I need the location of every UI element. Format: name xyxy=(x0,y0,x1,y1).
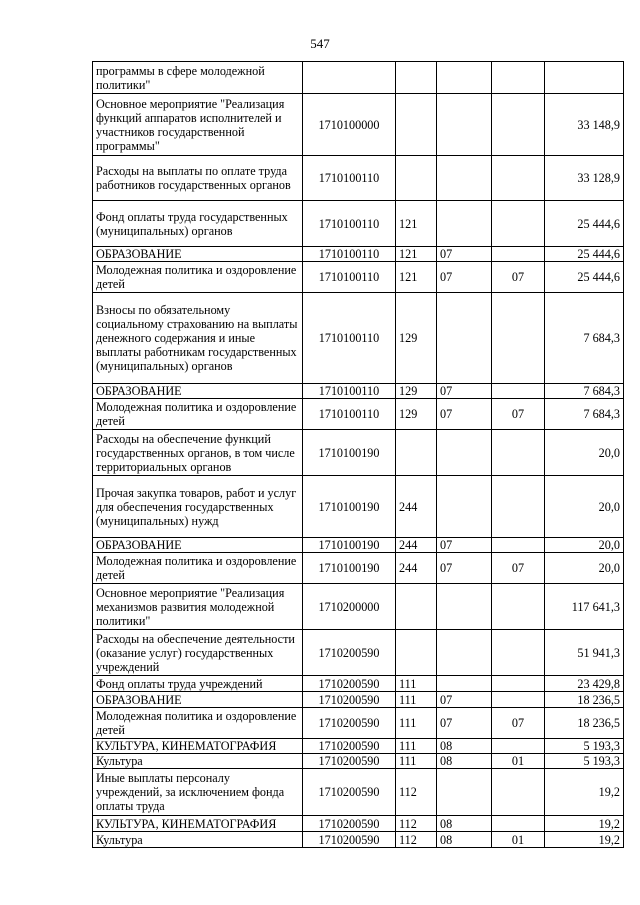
table-row xyxy=(93,584,624,630)
amount-cell: 20,0 xyxy=(545,430,624,476)
subsection-cell xyxy=(492,538,545,553)
expense-type-cell: 129 xyxy=(396,293,437,384)
subsection-cell xyxy=(492,430,545,476)
subsection-cell: 07 xyxy=(492,262,545,293)
amount-cell: 18 236,5 xyxy=(545,692,624,708)
expense-name-cell: Взносы по обязательному социальному страхованию на выплаты денежного содержания и иные выплаты работникам государственных (муниципальных) органов xyxy=(93,293,303,384)
expense-type-cell xyxy=(396,156,437,201)
target-article-cell: 1710100190 xyxy=(303,553,396,584)
expense-name-cell: Расходы на обеспечение деятельности (оказание услуг) государственных учреждений xyxy=(93,630,303,676)
expense-name-cell: ОБРАЗОВАНИЕ xyxy=(93,692,303,708)
subsection-cell xyxy=(492,94,545,156)
section-cell: 07 xyxy=(437,692,492,708)
table-row xyxy=(93,754,624,769)
amount-cell: 18 236,5 xyxy=(545,708,624,739)
target-article-cell: 1710100110 xyxy=(303,293,396,384)
table-row xyxy=(93,156,624,201)
expense-type-cell xyxy=(396,584,437,630)
expense-type-cell: 112 xyxy=(396,769,437,816)
amount-cell: 5 193,3 xyxy=(545,739,624,754)
section-cell: 07 xyxy=(437,262,492,293)
subsection-cell xyxy=(492,62,545,94)
amount-cell: 19,2 xyxy=(545,769,624,816)
amount-cell: 7 684,3 xyxy=(545,384,624,399)
target-article-cell: 1710200590 xyxy=(303,754,396,769)
table-row xyxy=(93,630,624,676)
subsection-cell: 01 xyxy=(492,754,545,769)
target-article-cell: 1710100190 xyxy=(303,476,396,538)
amount-cell: 7 684,3 xyxy=(545,293,624,384)
target-article-cell: 1710200590 xyxy=(303,832,396,848)
expense-type-cell xyxy=(396,430,437,476)
expense-type-cell: 244 xyxy=(396,476,437,538)
section-cell: 08 xyxy=(437,739,492,754)
expense-type-cell: 244 xyxy=(396,538,437,553)
expense-name-cell: Фонд оплаты труда государственных (муниципальных) органов xyxy=(93,201,303,247)
amount-cell: 7 684,3 xyxy=(545,399,624,430)
target-article-cell xyxy=(303,62,396,94)
section-cell xyxy=(437,293,492,384)
table-row xyxy=(93,247,624,262)
amount-cell: 23 429,8 xyxy=(545,676,624,692)
section-cell xyxy=(437,476,492,538)
table-row xyxy=(93,384,624,399)
amount-cell: 33 128,9 xyxy=(545,156,624,201)
section-cell: 07 xyxy=(437,384,492,399)
section-cell: 08 xyxy=(437,832,492,848)
expense-type-cell: 111 xyxy=(396,676,437,692)
target-article-cell: 1710200590 xyxy=(303,769,396,816)
expense-name-cell: ОБРАЗОВАНИЕ xyxy=(93,247,303,262)
expense-type-cell: 111 xyxy=(396,754,437,769)
expense-name-cell: Культура xyxy=(93,754,303,769)
expense-name-cell: Иные выплаты персоналу учреждений, за исключением фонда оплаты труда xyxy=(93,769,303,816)
section-cell xyxy=(437,769,492,816)
target-article-cell: 1710100110 xyxy=(303,262,396,293)
subsection-cell xyxy=(492,739,545,754)
subsection-cell xyxy=(492,247,545,262)
section-cell xyxy=(437,156,492,201)
target-article-cell: 1710100110 xyxy=(303,156,396,201)
expense-name-cell: Фонд оплаты труда учреждений xyxy=(93,676,303,692)
subsection-cell xyxy=(492,769,545,816)
expense-type-cell: 112 xyxy=(396,832,437,848)
section-cell: 07 xyxy=(437,708,492,739)
table-row xyxy=(93,708,624,739)
table-row xyxy=(93,538,624,553)
target-article-cell: 1710200590 xyxy=(303,816,396,832)
expense-type-cell: 121 xyxy=(396,247,437,262)
expense-name-cell: Культура xyxy=(93,832,303,848)
budget-table-body xyxy=(93,62,624,848)
amount-cell: 20,0 xyxy=(545,553,624,584)
subsection-cell xyxy=(492,156,545,201)
target-article-cell: 1710200590 xyxy=(303,692,396,708)
target-article-cell: 1710100110 xyxy=(303,399,396,430)
expense-name-cell: программы в сфере молодежной политики" xyxy=(93,62,303,94)
section-cell: 07 xyxy=(437,399,492,430)
expense-type-cell: 111 xyxy=(396,739,437,754)
subsection-cell: 01 xyxy=(492,832,545,848)
expense-name-cell: Молодежная политика и оздоровление детей xyxy=(93,399,303,430)
expense-name-cell: КУЛЬТУРА, КИНЕМАТОГРАФИЯ xyxy=(93,816,303,832)
table-row xyxy=(93,676,624,692)
target-article-cell: 1710200590 xyxy=(303,708,396,739)
expense-name-cell: Расходы на выплаты по оплате труда работников государственных органов xyxy=(93,156,303,201)
expense-type-cell: 129 xyxy=(396,384,437,399)
amount-cell xyxy=(545,62,624,94)
table-row xyxy=(93,769,624,816)
amount-cell: 25 444,6 xyxy=(545,262,624,293)
target-article-cell: 1710200590 xyxy=(303,739,396,754)
expense-type-cell: 111 xyxy=(396,692,437,708)
subsection-cell xyxy=(492,476,545,538)
section-cell xyxy=(437,201,492,247)
target-article-cell: 1710200000 xyxy=(303,584,396,630)
expense-type-cell xyxy=(396,630,437,676)
expense-name-cell: Основное мероприятие "Реализация функций аппаратов исполнителей и участников государственной программы" xyxy=(93,94,303,156)
table-row xyxy=(93,293,624,384)
subsection-cell: 07 xyxy=(492,708,545,739)
table-row xyxy=(93,553,624,584)
page-number: 547 xyxy=(310,36,330,51)
subsection-cell xyxy=(492,676,545,692)
expense-name-cell: ОБРАЗОВАНИЕ xyxy=(93,538,303,553)
table-row xyxy=(93,62,624,94)
section-cell xyxy=(437,94,492,156)
table-row xyxy=(93,399,624,430)
amount-cell: 117 641,3 xyxy=(545,584,624,630)
section-cell: 07 xyxy=(437,553,492,584)
table-row xyxy=(93,476,624,538)
amount-cell: 19,2 xyxy=(545,816,624,832)
expense-name-cell: Расходы на обеспечение функций государственных органов, в том числе территориальных органов xyxy=(93,430,303,476)
section-cell xyxy=(437,430,492,476)
amount-cell: 25 444,6 xyxy=(545,247,624,262)
expense-type-cell xyxy=(396,94,437,156)
amount-cell: 5 193,3 xyxy=(545,754,624,769)
expense-name-cell: ОБРАЗОВАНИЕ xyxy=(93,384,303,399)
section-cell: 08 xyxy=(437,816,492,832)
target-article-cell: 1710100110 xyxy=(303,247,396,262)
subsection-cell xyxy=(492,692,545,708)
target-article-cell: 1710100110 xyxy=(303,384,396,399)
expense-name-cell: Молодежная политика и оздоровление детей xyxy=(93,553,303,584)
table-row xyxy=(93,94,624,156)
expense-type-cell: 112 xyxy=(396,816,437,832)
expense-type-cell: 111 xyxy=(396,708,437,739)
section-cell: 07 xyxy=(437,247,492,262)
table-row xyxy=(93,816,624,832)
table-row xyxy=(93,692,624,708)
subsection-cell xyxy=(492,630,545,676)
table-row xyxy=(93,832,624,848)
subsection-cell xyxy=(492,816,545,832)
expense-name-cell: Основное мероприятие "Реализация механизмов развития молодежной политики" xyxy=(93,584,303,630)
section-cell: 08 xyxy=(437,754,492,769)
budget-table xyxy=(92,61,624,848)
expense-type-cell: 244 xyxy=(396,553,437,584)
target-article-cell: 1710200590 xyxy=(303,676,396,692)
section-cell xyxy=(437,62,492,94)
expense-name-cell: Прочая закупка товаров, работ и услуг для обеспечения государственных (муниципальных) нужд xyxy=(93,476,303,538)
table-row xyxy=(93,201,624,247)
expense-name-cell: КУЛЬТУРА, КИНЕМАТОГРАФИЯ xyxy=(93,739,303,754)
subsection-cell xyxy=(492,293,545,384)
subsection-cell: 07 xyxy=(492,553,545,584)
subsection-cell xyxy=(492,584,545,630)
subsection-cell: 07 xyxy=(492,399,545,430)
amount-cell: 20,0 xyxy=(545,476,624,538)
target-article-cell: 1710100190 xyxy=(303,538,396,553)
expense-name-cell: Молодежная политика и оздоровление детей xyxy=(93,262,303,293)
amount-cell: 19,2 xyxy=(545,832,624,848)
amount-cell: 33 148,9 xyxy=(545,94,624,156)
table-row xyxy=(93,739,624,754)
section-cell xyxy=(437,630,492,676)
section-cell xyxy=(437,676,492,692)
target-article-cell: 1710100190 xyxy=(303,430,396,476)
table-row xyxy=(93,262,624,293)
subsection-cell xyxy=(492,201,545,247)
expense-name-cell: Молодежная политика и оздоровление детей xyxy=(93,708,303,739)
target-article-cell: 1710200590 xyxy=(303,630,396,676)
expense-type-cell: 129 xyxy=(396,399,437,430)
section-cell: 07 xyxy=(437,538,492,553)
target-article-cell: 1710100000 xyxy=(303,94,396,156)
target-article-cell: 1710100110 xyxy=(303,201,396,247)
expense-type-cell: 121 xyxy=(396,201,437,247)
table-row xyxy=(93,430,624,476)
amount-cell: 20,0 xyxy=(545,538,624,553)
expense-type-cell xyxy=(396,62,437,94)
amount-cell: 51 941,3 xyxy=(545,630,624,676)
amount-cell: 25 444,6 xyxy=(545,201,624,247)
expense-type-cell: 121 xyxy=(396,262,437,293)
subsection-cell xyxy=(492,384,545,399)
section-cell xyxy=(437,584,492,630)
